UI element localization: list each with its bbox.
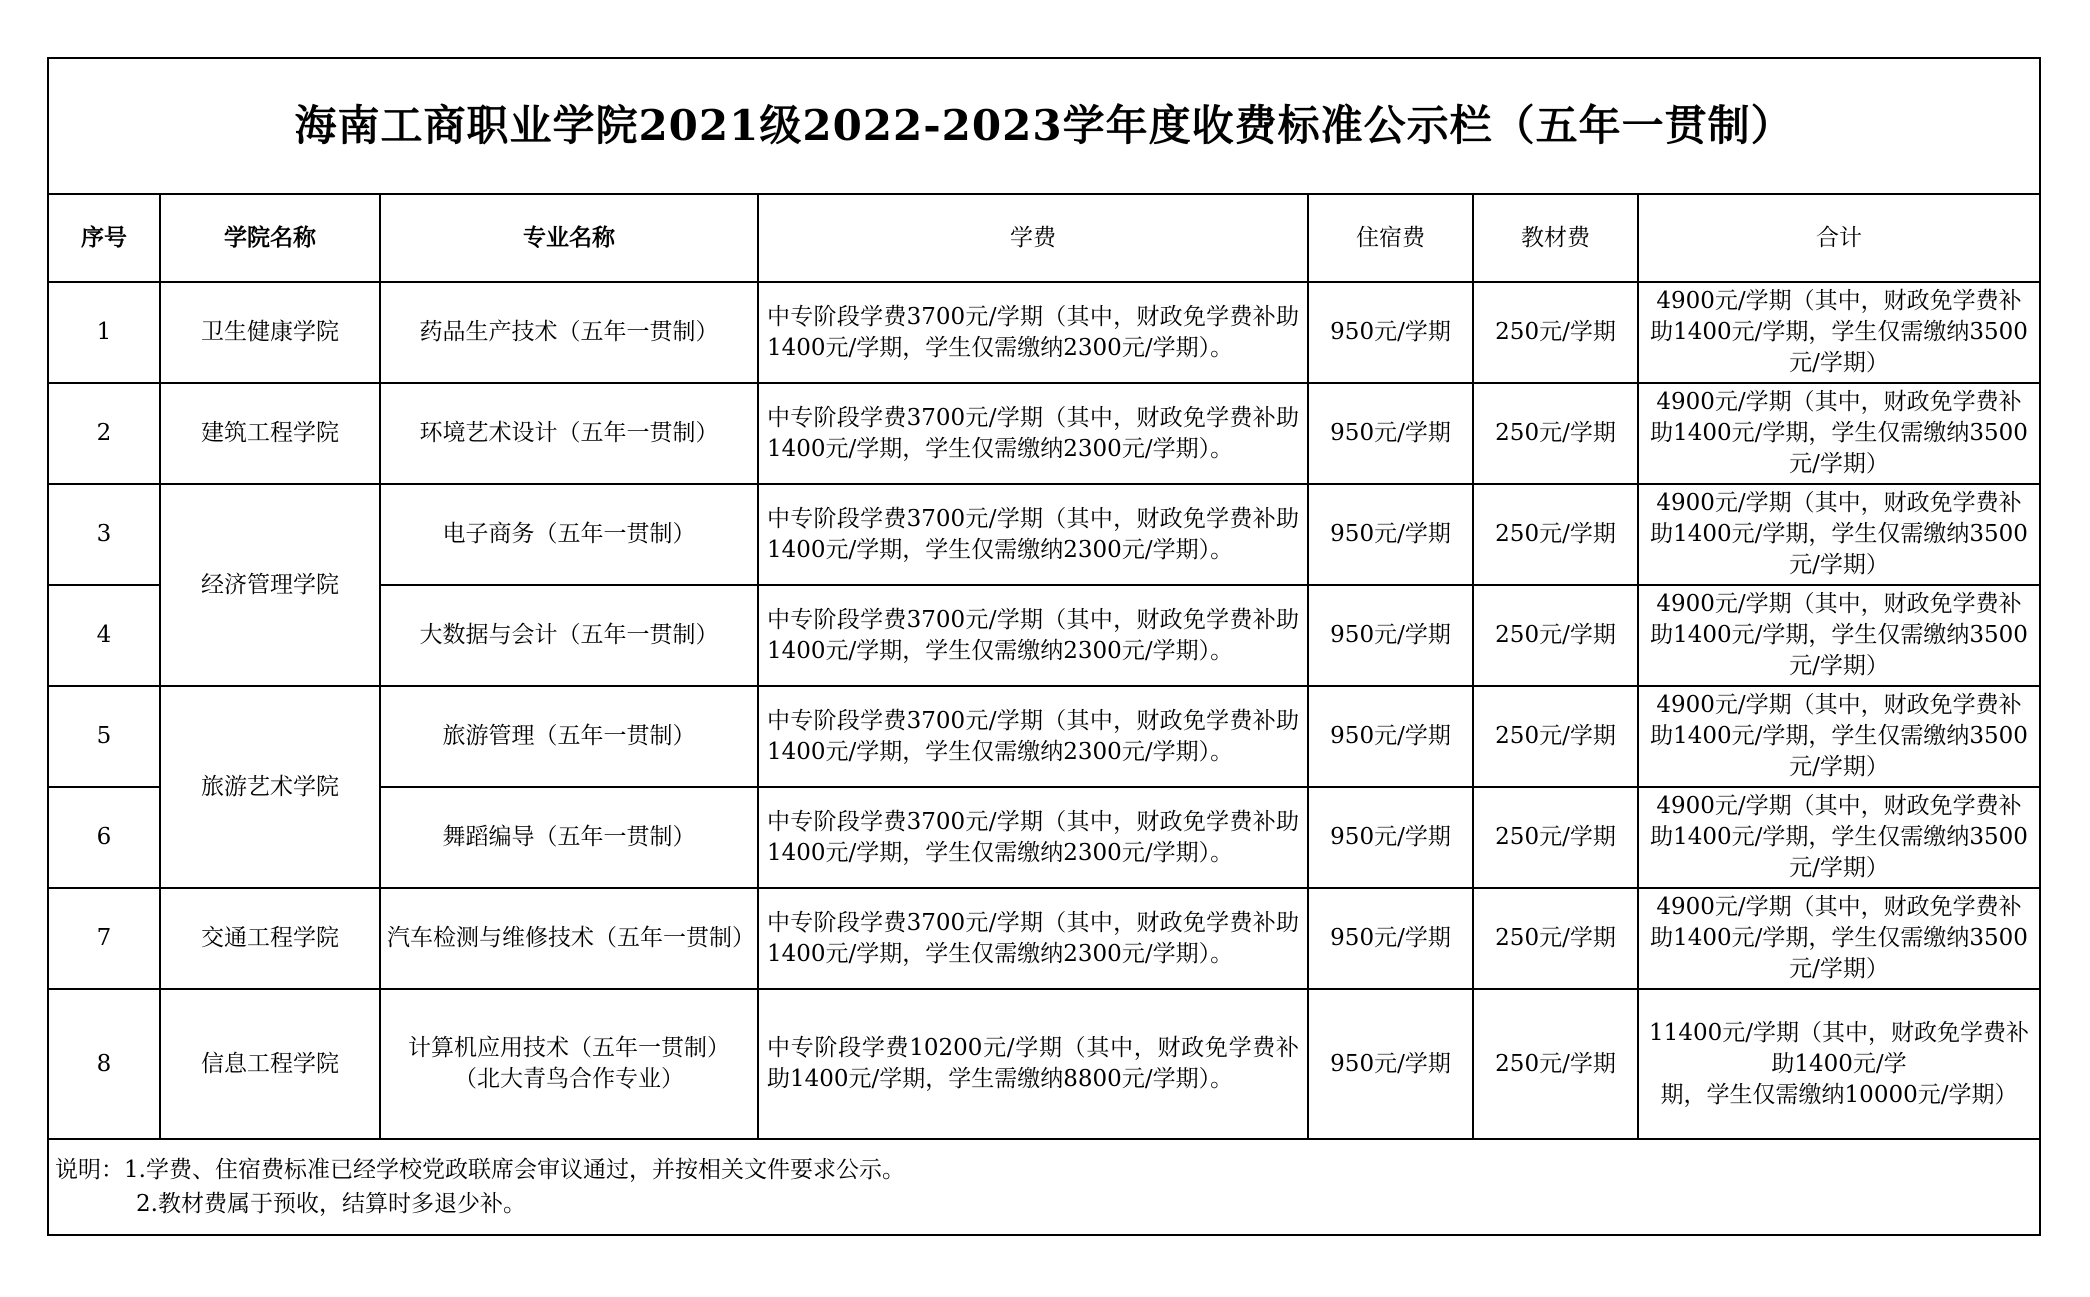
cell-seq: 8: [48, 989, 160, 1139]
cell-lodging: 950元/学期: [1308, 888, 1473, 989]
cell-tuition: 中专阶段学费3700元/学期（其中，财政免学费补助1400元/学期，学生仅需缴纳2300元/学期）。: [758, 787, 1308, 888]
cell-tuition: 中专阶段学费3700元/学期（其中，财政免学费补助1400元/学期，学生仅需缴纳2300元/学期）。: [758, 888, 1308, 989]
note-line-1: 说明：1.学费、住宿费标准已经学校党政联席会审议通过，并按相关文件要求公示。: [55, 1157, 905, 1183]
note-line-2: 2.教材费属于预收，结算时多退少补。: [136, 1191, 526, 1217]
cell-college: 建筑工程学院: [160, 383, 380, 484]
cell-textbook: 250元/学期: [1473, 282, 1638, 383]
cell-seq: 2: [48, 383, 160, 484]
table-row: [48, 282, 2040, 383]
cell-major: 环境艺术设计（五年一贯制）: [380, 383, 758, 484]
cell-tuition: 中专阶段学费10200元/学期（其中，财政免学费补助1400元/学期，学生需缴纳8800元/学期）。: [758, 989, 1308, 1139]
notes-cell: [48, 1139, 2040, 1235]
major-name: 计算机应用技术（五年一贯制）: [408, 1035, 730, 1061]
cell-lodging: 950元/学期: [1308, 989, 1473, 1139]
table-row: [48, 989, 2040, 1139]
cell-textbook: 250元/学期: [1473, 383, 1638, 484]
cell-textbook: 250元/学期: [1473, 484, 1638, 585]
major-note: （北大青鸟合作专业）: [454, 1066, 684, 1092]
cell-lodging: 950元/学期: [1308, 484, 1473, 585]
table-row: [48, 888, 2040, 989]
cell-total: 4900元/学期（其中，财政免学费补助1400元/学期，学生仅需缴纳3500元/学期）: [1638, 888, 2040, 989]
header-total: 合计: [1638, 194, 2040, 282]
cell-college: 经济管理学院: [160, 484, 380, 686]
cell-textbook: 250元/学期: [1473, 888, 1638, 989]
cell-textbook: 250元/学期: [1473, 989, 1638, 1139]
table-title: 海南工商职业学院2021级2022-2023学年度收费标准公示栏（五年一贯制）: [48, 58, 2040, 194]
cell-major: 汽车检测与维修技术（五年一贯制）: [380, 888, 758, 989]
cell-textbook: 250元/学期: [1473, 686, 1638, 787]
cell-total: [1638, 989, 2040, 1139]
cell-tuition: 中专阶段学费3700元/学期（其中，财政免学费补助1400元/学期，学生仅需缴纳2300元/学期）。: [758, 585, 1308, 686]
cell-textbook: 250元/学期: [1473, 585, 1638, 686]
cell-total: 4900元/学期（其中，财政免学费补助1400元/学期，学生仅需缴纳3500元/学期）: [1638, 484, 2040, 585]
cell-college: 旅游艺术学院: [160, 686, 380, 888]
cell-tuition: 中专阶段学费3700元/学期（其中，财政免学费补助1400元/学期，学生仅需缴纳2300元/学期）。: [758, 484, 1308, 585]
cell-major: 大数据与会计（五年一贯制）: [380, 585, 758, 686]
total-line-1: 11400元/学期（其中，财政免学费补助1400元/学: [1649, 1019, 2029, 1077]
cell-total: 4900元/学期（其中，财政免学费补助1400元/学期，学生仅需缴纳3500元/学期）: [1638, 383, 2040, 484]
cell-seq: 1: [48, 282, 160, 383]
cell-college: 交通工程学院: [160, 888, 380, 989]
cell-lodging: 950元/学期: [1308, 787, 1473, 888]
fee-standard-table: [47, 57, 2041, 1236]
cell-major: 舞蹈编导（五年一贯制）: [380, 787, 758, 888]
cell-total: 4900元/学期（其中，财政免学费补助1400元/学期，学生仅需缴纳3500元/学期）: [1638, 787, 2040, 888]
header-lodging: 住宿费: [1308, 194, 1473, 282]
cell-seq: 7: [48, 888, 160, 989]
cell-total: 4900元/学期（其中，财政免学费补助1400元/学期，学生仅需缴纳3500元/学期）: [1638, 686, 2040, 787]
cell-seq: 6: [48, 787, 160, 888]
cell-seq: 4: [48, 585, 160, 686]
cell-textbook: 250元/学期: [1473, 787, 1638, 888]
cell-major: [380, 989, 758, 1139]
header-textbook: 教材费: [1473, 194, 1638, 282]
cell-major: 电子商务（五年一贯制）: [380, 484, 758, 585]
cell-seq: 3: [48, 484, 160, 585]
header-row: [48, 194, 2040, 282]
cell-tuition: 中专阶段学费3700元/学期（其中，财政免学费补助1400元/学期，学生仅需缴纳2300元/学期）。: [758, 282, 1308, 383]
cell-major: 药品生产技术（五年一贯制）: [380, 282, 758, 383]
cell-tuition: 中专阶段学费3700元/学期（其中，财政免学费补助1400元/学期，学生仅需缴纳2300元/学期）。: [758, 383, 1308, 484]
cell-total: 4900元/学期（其中，财政免学费补助1400元/学期，学生仅需缴纳3500元/学期）: [1638, 282, 2040, 383]
header-seq: 序号: [48, 194, 160, 282]
cell-lodging: 950元/学期: [1308, 383, 1473, 484]
cell-college: 信息工程学院: [160, 989, 380, 1139]
cell-seq: 5: [48, 686, 160, 787]
cell-lodging: 950元/学期: [1308, 585, 1473, 686]
table-row: [48, 484, 2040, 585]
cell-lodging: 950元/学期: [1308, 282, 1473, 383]
total-line-2: 期，学生仅需缴纳10000元/学期）: [1660, 1081, 2018, 1108]
table-row: [48, 383, 2040, 484]
cell-college: 卫生健康学院: [160, 282, 380, 383]
notes-row: [48, 1139, 2040, 1235]
header-major: 专业名称: [380, 194, 758, 282]
header-tuition: 学费: [758, 194, 1308, 282]
cell-lodging: 950元/学期: [1308, 686, 1473, 787]
cell-major: 旅游管理（五年一贯制）: [380, 686, 758, 787]
cell-total: 4900元/学期（其中，财政免学费补助1400元/学期，学生仅需缴纳3500元/学期）: [1638, 585, 2040, 686]
header-college: 学院名称: [160, 194, 380, 282]
cell-tuition: 中专阶段学费3700元/学期（其中，财政免学费补助1400元/学期，学生仅需缴纳2300元/学期）。: [758, 686, 1308, 787]
table-row: [48, 686, 2040, 787]
